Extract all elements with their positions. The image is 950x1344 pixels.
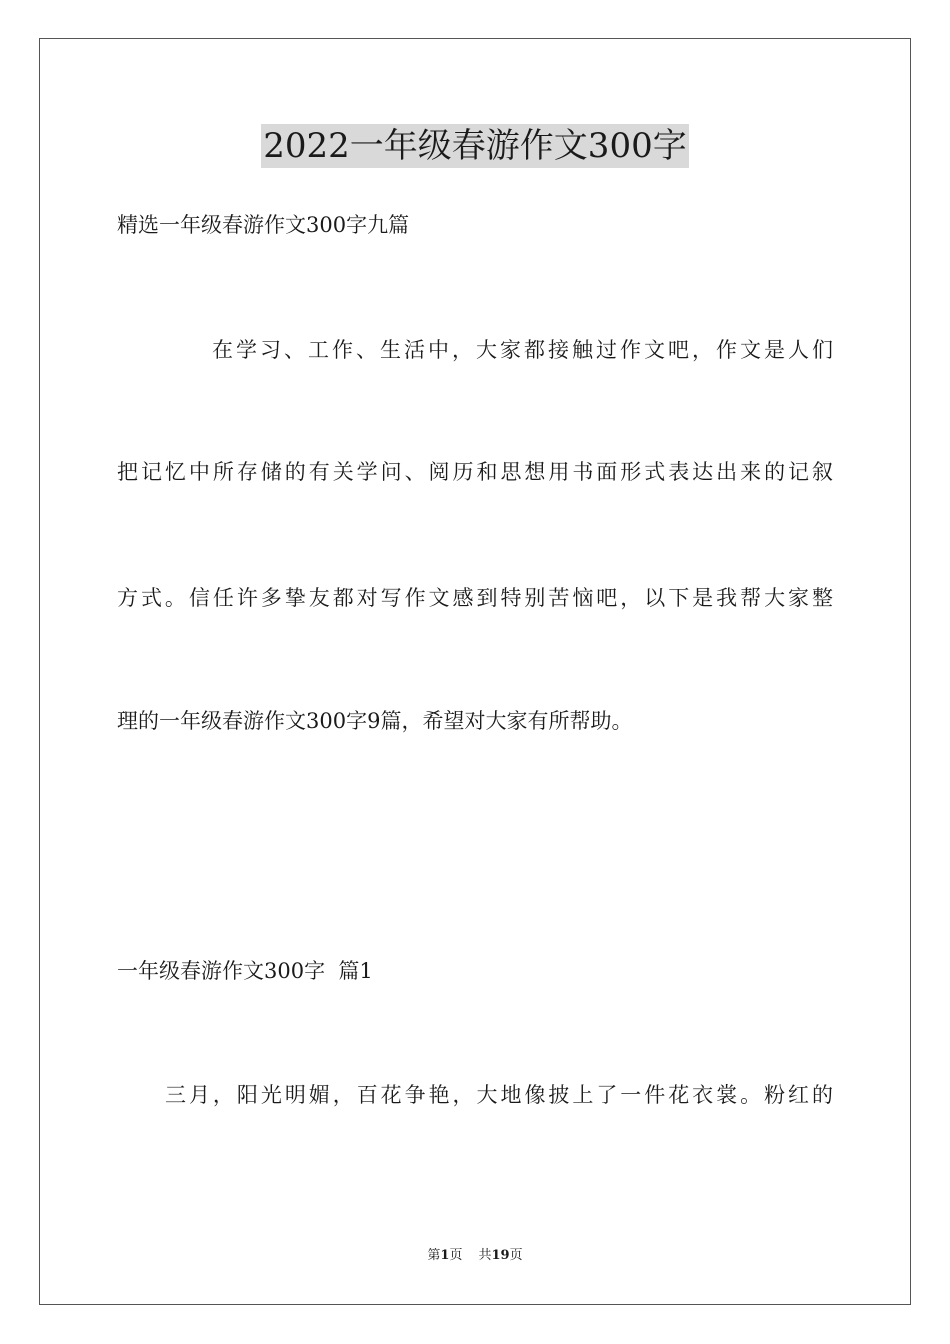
- intro-line-1: 在学习、工作、生活中，大家都接触过作文吧，作文是人们: [212, 338, 833, 362]
- section-heading: 一年级春游作文300字 篇1: [117, 959, 373, 983]
- title-container: [0, 124, 950, 168]
- page-prefix: 第: [427, 1248, 441, 1263]
- document-title: 2022一年级春游作文300字: [263, 126, 687, 166]
- total-prefix: 共: [478, 1248, 492, 1263]
- intro-line-3: 方式。信任许多挚友都对写作文感到特别苦恼吧，以下是我帮大家整: [117, 586, 833, 610]
- section-first-line: 三月，阳光明媚，百花争艳，大地像披上了一件花衣裳。粉红的: [165, 1083, 833, 1107]
- intro-line-4: 理的一年级春游作文300字9篇，希望对大家有所帮助。: [117, 709, 633, 733]
- total-page-number: 19: [491, 1248, 510, 1263]
- page-footer: [0, 1247, 950, 1265]
- page-suffix: 页: [449, 1248, 463, 1263]
- intro-line-2: 把记忆中所存储的有关学问、阅历和思想用书面形式表达出来的记叙: [117, 460, 833, 484]
- current-page-number: 1: [440, 1248, 450, 1263]
- total-suffix: 页: [509, 1248, 523, 1263]
- document-subtitle: 精选一年级春游作文300字九篇: [117, 213, 410, 237]
